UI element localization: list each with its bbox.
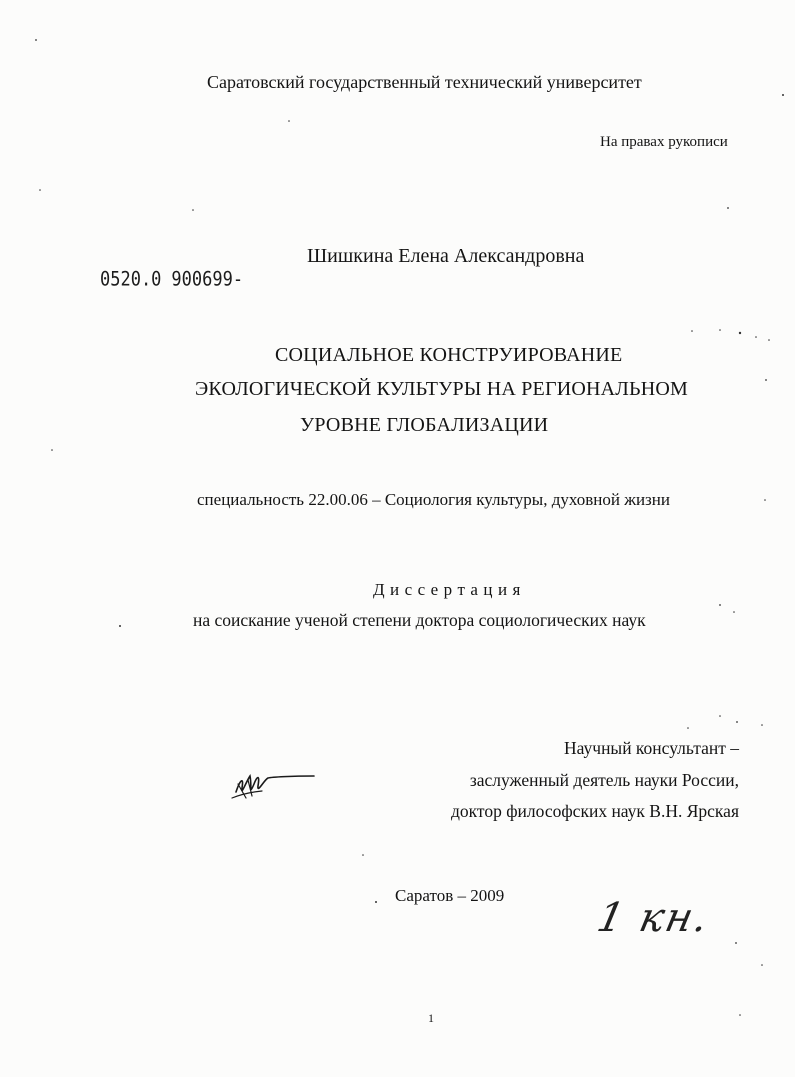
- university-name: Саратовский государственный технический университет: [207, 72, 642, 92]
- title-line-3: УРОВНЕ ГЛОБАЛИЗАЦИИ: [300, 414, 549, 436]
- archive-stamp-part-2: 900699-: [171, 268, 244, 292]
- consultant-block: [451, 733, 739, 828]
- page-number: 1: [428, 1011, 434, 1025]
- degree-line: на соискание ученой степени доктора социологических наук: [193, 610, 646, 630]
- title-line-2: ЭКОЛОГИЧЕСКОЙ КУЛЬТУРЫ НА РЕГИОНАЛЬНОМ: [195, 378, 689, 400]
- archive-stamp-part-1: 0520.0: [100, 268, 162, 292]
- consultant-line-2: заслуженный деятель науки России,: [469, 769, 739, 790]
- title-line-1: СОЦИАЛЬНОЕ КОНСТРУИРОВАНИЕ: [275, 344, 623, 366]
- consultant-line-3: доктор философских наук В.Н. Ярская: [450, 801, 739, 821]
- document-type: Д и с с е р т а ц и я: [373, 580, 521, 599]
- signature: [222, 762, 322, 806]
- consultant-line-1: Научный консультант –: [564, 738, 739, 758]
- manuscript-note: На правах рукописи: [600, 134, 728, 150]
- author-name: Шишкина Елена Александровна: [307, 245, 585, 267]
- specialty-line: специальность 22.00.06 – Социология культуры, духовной жизни: [197, 490, 670, 509]
- city-year: Саратов – 2009: [395, 886, 505, 905]
- archive-stamp-number: [100, 268, 243, 291]
- handwritten-note: 1 кн.: [593, 895, 715, 941]
